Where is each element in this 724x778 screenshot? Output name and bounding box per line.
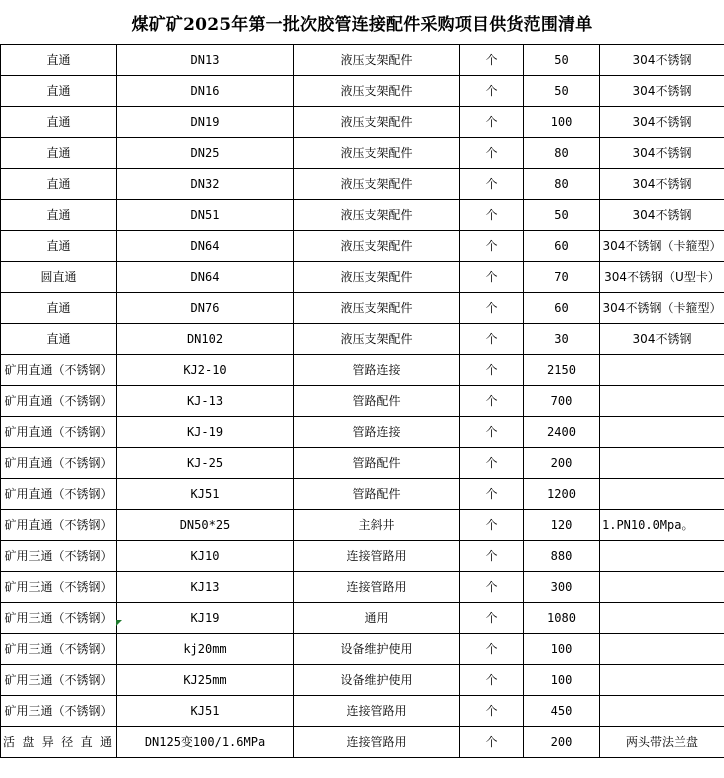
- item-name-cell[interactable]: 矿用直通（不锈钢）: [1, 510, 117, 541]
- table-row: [1, 324, 724, 355]
- usage-cell[interactable]: 液压支架配件: [294, 45, 460, 76]
- table-row: [1, 696, 724, 727]
- table-row: [1, 262, 724, 293]
- spec-cell[interactable]: KJ-19: [117, 417, 294, 448]
- usage-cell[interactable]: 设备维护使用: [294, 634, 460, 665]
- spec-cell[interactable]: DN102: [117, 324, 294, 355]
- spec-cell[interactable]: KJ-25: [117, 448, 294, 479]
- item-name-cell[interactable]: 矿用直通（不锈钢）: [1, 355, 117, 386]
- item-name-cell[interactable]: 直通: [1, 107, 117, 138]
- usage-cell[interactable]: 液压支架配件: [294, 200, 460, 231]
- usage-cell[interactable]: 管路配件: [294, 448, 460, 479]
- quantity-cell[interactable]: 450: [524, 696, 600, 727]
- remark-cell[interactable]: 304不锈钢（卡箍型）: [600, 293, 724, 324]
- unit-cell[interactable]: 个: [460, 76, 524, 107]
- spec-cell[interactable]: DN32: [117, 169, 294, 200]
- table-row: [1, 665, 724, 696]
- remark-cell[interactable]: [600, 572, 724, 603]
- table-row: [1, 76, 724, 107]
- table-row: [1, 510, 724, 541]
- table-row: [1, 293, 724, 324]
- spec-cell[interactable]: KJ19: [117, 603, 294, 634]
- remark-cell[interactable]: 304不锈钢: [600, 138, 724, 169]
- spec-cell[interactable]: DN76: [117, 293, 294, 324]
- usage-cell[interactable]: 连接管路用: [294, 727, 460, 758]
- remark-cell[interactable]: [600, 665, 724, 696]
- remark-cell[interactable]: 304不锈钢: [600, 200, 724, 231]
- unit-cell[interactable]: 个: [460, 541, 524, 572]
- usage-cell[interactable]: 液压支架配件: [294, 231, 460, 262]
- remark-cell[interactable]: 两头带法兰盘: [600, 727, 724, 758]
- usage-cell[interactable]: 液压支架配件: [294, 169, 460, 200]
- table-row: [1, 603, 724, 634]
- remark-cell[interactable]: [600, 696, 724, 727]
- spec-cell[interactable]: KJ51: [117, 479, 294, 510]
- quantity-cell[interactable]: 80: [524, 169, 600, 200]
- item-name-cell[interactable]: 圆直通: [1, 262, 117, 293]
- remark-cell[interactable]: [600, 541, 724, 572]
- remark-cell[interactable]: [600, 479, 724, 510]
- unit-cell[interactable]: 个: [460, 696, 524, 727]
- table-row: [1, 727, 724, 758]
- spec-cell[interactable]: DN64: [117, 231, 294, 262]
- quantity-cell[interactable]: 60: [524, 293, 600, 324]
- table-row: [1, 45, 724, 76]
- item-name-cell[interactable]: 矿用直通（不锈钢）: [1, 448, 117, 479]
- unit-cell[interactable]: 个: [460, 417, 524, 448]
- unit-cell[interactable]: 个: [460, 727, 524, 758]
- table-row: [1, 386, 724, 417]
- item-name-cell[interactable]: 直通: [1, 324, 117, 355]
- usage-cell[interactable]: 液压支架配件: [294, 107, 460, 138]
- spec-cell[interactable]: KJ-13: [117, 386, 294, 417]
- usage-cell[interactable]: 连接管路用: [294, 572, 460, 603]
- remark-cell[interactable]: [600, 448, 724, 479]
- quantity-cell[interactable]: 50: [524, 45, 600, 76]
- remark-cell[interactable]: 304不锈钢: [600, 324, 724, 355]
- remark-cell[interactable]: 304不锈钢: [600, 107, 724, 138]
- unit-cell[interactable]: 个: [460, 293, 524, 324]
- spec-cell[interactable]: kj20mm: [117, 634, 294, 665]
- table-row: [1, 448, 724, 479]
- quantity-cell[interactable]: 50: [524, 76, 600, 107]
- item-name-cell[interactable]: 矿用三通（不锈钢）: [1, 572, 117, 603]
- item-name-cell[interactable]: 直通: [1, 200, 117, 231]
- table-row: [1, 138, 724, 169]
- quantity-cell[interactable]: 50: [524, 200, 600, 231]
- quantity-cell[interactable]: 100: [524, 107, 600, 138]
- spec-cell[interactable]: KJ2-10: [117, 355, 294, 386]
- quantity-cell[interactable]: 2400: [524, 417, 600, 448]
- usage-cell[interactable]: 管路连接: [294, 417, 460, 448]
- spec-cell[interactable]: DN19: [117, 107, 294, 138]
- item-name-cell[interactable]: 直通: [1, 293, 117, 324]
- unit-cell[interactable]: 个: [460, 386, 524, 417]
- quantity-cell[interactable]: 200: [524, 727, 600, 758]
- item-name-cell[interactable]: 直通: [1, 138, 117, 169]
- comment-marker-icon: [116, 620, 122, 626]
- item-name-cell[interactable]: 矿用直通（不锈钢）: [1, 386, 117, 417]
- remark-cell[interactable]: 1.PN10.0Mpa。: [600, 510, 724, 541]
- spec-cell[interactable]: DN125变100/1.6MPa: [117, 727, 294, 758]
- spec-cell[interactable]: DN51: [117, 200, 294, 231]
- unit-cell[interactable]: 个: [460, 262, 524, 293]
- usage-cell[interactable]: 通用: [294, 603, 460, 634]
- usage-cell[interactable]: 连接管路用: [294, 541, 460, 572]
- spec-cell[interactable]: DN16: [117, 76, 294, 107]
- quantity-cell[interactable]: 1200: [524, 479, 600, 510]
- remark-cell[interactable]: [600, 634, 724, 665]
- item-name-cell[interactable]: 直通: [1, 231, 117, 262]
- quantity-cell[interactable]: 70: [524, 262, 600, 293]
- spec-cell[interactable]: KJ51: [117, 696, 294, 727]
- usage-cell[interactable]: 连接管路用: [294, 696, 460, 727]
- usage-cell[interactable]: 管路配件: [294, 479, 460, 510]
- spec-cell[interactable]: DN13: [117, 45, 294, 76]
- table-row: [1, 231, 724, 262]
- usage-cell[interactable]: 主斜井: [294, 510, 460, 541]
- usage-cell[interactable]: 设备维护使用: [294, 665, 460, 696]
- usage-cell[interactable]: 液压支架配件: [294, 138, 460, 169]
- item-name-cell[interactable]: 直通: [1, 169, 117, 200]
- remark-cell[interactable]: 304不锈钢（卡箍型）: [600, 231, 724, 262]
- item-name-cell[interactable]: 矿用三通（不锈钢）: [1, 665, 117, 696]
- table-row: [1, 634, 724, 665]
- unit-cell[interactable]: 个: [460, 169, 524, 200]
- unit-cell[interactable]: 个: [460, 355, 524, 386]
- table-row: [1, 107, 724, 138]
- item-name-cell[interactable]: 矿用三通（不锈钢）: [1, 541, 117, 572]
- unit-cell[interactable]: 个: [460, 200, 524, 231]
- spec-cell[interactable]: KJ13: [117, 572, 294, 603]
- supply-list-table: [0, 44, 724, 758]
- remark-cell[interactable]: [600, 386, 724, 417]
- quantity-cell[interactable]: 1080: [524, 603, 600, 634]
- item-name-cell[interactable]: 矿用三通（不锈钢）: [1, 696, 117, 727]
- unit-cell[interactable]: 个: [460, 479, 524, 510]
- spec-cell[interactable]: DN25: [117, 138, 294, 169]
- table-body: [1, 45, 724, 758]
- unit-cell[interactable]: 个: [460, 603, 524, 634]
- table-row: [1, 355, 724, 386]
- quantity-cell[interactable]: 80: [524, 138, 600, 169]
- unit-cell[interactable]: 个: [460, 231, 524, 262]
- quantity-cell[interactable]: 60: [524, 231, 600, 262]
- item-name-cell[interactable]: 矿用三通（不锈钢）: [1, 634, 117, 665]
- unit-cell[interactable]: 个: [460, 510, 524, 541]
- usage-cell[interactable]: 液压支架配件: [294, 293, 460, 324]
- item-name-cell[interactable]: 矿用三通（不锈钢）: [1, 603, 117, 634]
- item-name-cell[interactable]: 矿用直通（不锈钢）: [1, 417, 117, 448]
- quantity-cell[interactable]: 200: [524, 448, 600, 479]
- usage-cell[interactable]: 液压支架配件: [294, 76, 460, 107]
- quantity-cell[interactable]: 300: [524, 572, 600, 603]
- spec-cell[interactable]: DN64: [117, 262, 294, 293]
- usage-cell[interactable]: 液压支架配件: [294, 262, 460, 293]
- item-name-cell[interactable]: 直通: [1, 76, 117, 107]
- table-row: [1, 169, 724, 200]
- table-row: [1, 541, 724, 572]
- unit-cell[interactable]: 个: [460, 572, 524, 603]
- remark-cell[interactable]: 304不锈钢: [600, 169, 724, 200]
- page-title: 煤矿矿2025年第一批次胶管连接配件采购项目供货范围清单: [131, 14, 593, 35]
- quantity-cell[interactable]: 120: [524, 510, 600, 541]
- quantity-cell[interactable]: 880: [524, 541, 600, 572]
- usage-cell[interactable]: 管路连接: [294, 355, 460, 386]
- quantity-cell[interactable]: 30: [524, 324, 600, 355]
- unit-cell[interactable]: 个: [460, 45, 524, 76]
- item-name-cell[interactable]: 活盘异径直通: [1, 727, 117, 758]
- usage-cell[interactable]: 管路配件: [294, 386, 460, 417]
- spec-cell[interactable]: DN50*25: [117, 510, 294, 541]
- remark-cell[interactable]: [600, 603, 724, 634]
- unit-cell[interactable]: 个: [460, 138, 524, 169]
- table-row: [1, 479, 724, 510]
- unit-cell[interactable]: 个: [460, 107, 524, 138]
- remark-cell[interactable]: 304不锈钢: [600, 76, 724, 107]
- unit-cell[interactable]: 个: [460, 665, 524, 696]
- quantity-cell[interactable]: 100: [524, 634, 600, 665]
- remark-cell[interactable]: [600, 355, 724, 386]
- unit-cell[interactable]: 个: [460, 324, 524, 355]
- spec-cell[interactable]: KJ25mm: [117, 665, 294, 696]
- table-row: [1, 417, 724, 448]
- usage-cell[interactable]: 液压支架配件: [294, 324, 460, 355]
- remark-cell[interactable]: 304不锈钢（U型卡）: [600, 262, 724, 293]
- quantity-cell[interactable]: 2150: [524, 355, 600, 386]
- spec-cell[interactable]: KJ10: [117, 541, 294, 572]
- table-row: [1, 572, 724, 603]
- unit-cell[interactable]: 个: [460, 634, 524, 665]
- item-name-cell[interactable]: 直通: [1, 45, 117, 76]
- table-row: [1, 200, 724, 231]
- remark-cell[interactable]: [600, 417, 724, 448]
- item-name-cell[interactable]: 矿用直通（不锈钢）: [1, 479, 117, 510]
- unit-cell[interactable]: 个: [460, 448, 524, 479]
- remark-cell[interactable]: 304不锈钢: [600, 45, 724, 76]
- quantity-cell[interactable]: 100: [524, 665, 600, 696]
- quantity-cell[interactable]: 700: [524, 386, 600, 417]
